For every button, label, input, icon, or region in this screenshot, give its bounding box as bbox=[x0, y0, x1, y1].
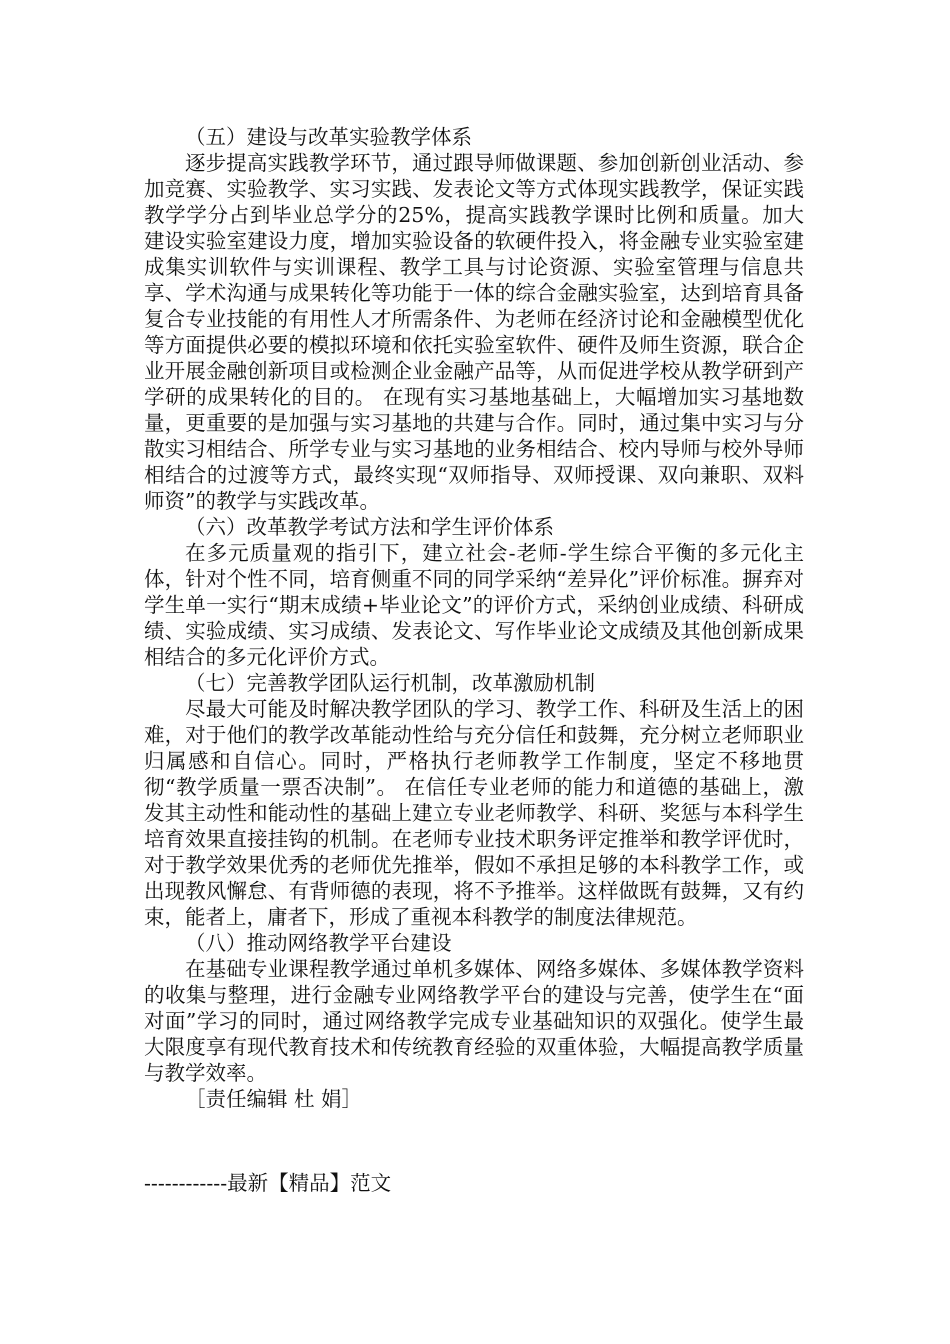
section-paragraph-5: 逐步提高实践教学环节，通过跟导师做课题、参加创新创业活动、参加竞赛、实验教学、实习实践、发表论文等方式体现实践教学，保证实践教学学分占到毕业总学分的25%，提高实践教学课时比例和质量。加大建设实验室建设力度，增加实验设备的软硬件投入，将金融专业实验室建成集实训软件与实训课程、教学工具与讨论资源、实验室管理与信息共享、学术沟通与成果转化等功能于一体的综合金融实验室，达到培育具备复合专业技能的有用性人才所需条件、为老师在经济讨论和金融模型优化等方面提供必要的模拟环境和依托实验室软件、硬件及师生资源，联合企业开展金融创新项目或检测企业金融产品等，从而促进学校从教学研到产学研的成果转化的目的。 在现有实习基地基础上，大幅增加实习基地数量，更重要的是加强与实习基地的共建与合作。同时，通过集中实习与分散实习相结合、所学专业与实习基地的业务相结合、校内导师与校外导师相结合的过渡等方式，最终实现“双师指导、双师授课、双向兼职、双料师资”的教学与实践改革。 bbox=[144, 151, 804, 513]
section-heading-6: （六）改革教学考试方法和学生评价体系 bbox=[185, 515, 554, 539]
section-heading-7: （七）完善教学团队运行机制，改革激励机制 bbox=[185, 671, 595, 695]
responsible-editor: ［责任编辑 杜 娟］ bbox=[185, 1087, 363, 1111]
document-body bbox=[144, 124, 804, 1112]
footer-caption: ------------最新【精品】范文 bbox=[144, 1171, 392, 1195]
section-paragraph-6: 在多元质量观的指引下，建立社会-老师-学生综合平衡的多元化主体，针对个性不同，培育侧重不同的同学采纳“差异化”评价标准。摒弃对学生单一实行“期末成绩+毕业论文”的评价方式，采纳创业成绩、科研成绩、实验成绩、实习成绩、发表论文、写作毕业论文成绩及其他创新成果相结合的多元化评价方式。 bbox=[144, 541, 804, 669]
section-paragraph-8: 在基础专业课程教学通过单机多媒体、网络多媒体、多媒体教学资料的收集与整理，进行金融专业网络教学平台的建设与完善，使学生在“面对面”学习的同时，通过网络教学完成专业基础知识的双强化。使学生最大限度享有现代教育技术和传统教育经验的双重体验，大幅提高教学质量与教学效率。 bbox=[144, 957, 804, 1085]
section-heading-5: （五）建设与改革实验教学体系 bbox=[185, 125, 472, 149]
section-heading-8: （八）推动网络教学平台建设 bbox=[185, 931, 452, 955]
section-paragraph-7: 尽最大可能及时解决教学团队的学习、教学工作、科研及生活上的困难，对于他们的教学改革能动性给与充分信任和鼓舞，充分树立老师职业归属感和自信心。同时，严格执行老师教学工作制度，坚定不移地贯彻“教学质量一票否决制”。 在信任专业老师的能力和道德的基础上，激发其主动性和能动性的基础上建立专业老师教学、科研、奖惩与本科学生培育效果直接挂钩的机制。在老师专业技术职务评定推举和教学评优时，对于教学效果优秀的老师优先推举，假如不承担足够的本科教学工作，或出现教风懈怠、有背师德的表现，将不予推举。这样做既有鼓舞，又有约束，能者上，庸者下，形成了重视本科教学的制度法律规范。 bbox=[144, 697, 804, 929]
